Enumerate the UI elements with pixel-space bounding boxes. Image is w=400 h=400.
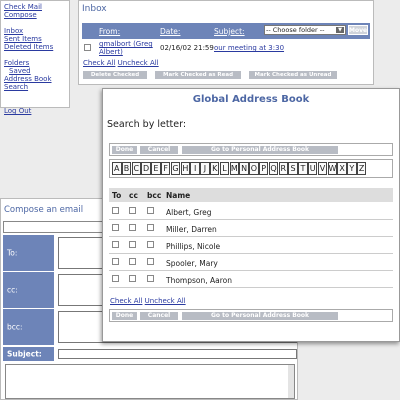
subject-row: [3, 347, 297, 361]
letter-button-k[interactable]: K: [210, 162, 220, 175]
letter-button-l[interactable]: L: [220, 162, 230, 175]
message-row[interactable]: [82, 40, 370, 58]
inbox-panel: [78, 0, 374, 85]
letter-button-o[interactable]: O: [250, 164, 258, 173]
move-button[interactable]: Move: [349, 27, 368, 34]
delete-checked-button[interactable]: Delete Checked: [83, 71, 147, 79]
contact-row: [109, 220, 393, 237]
contacts-header: [109, 188, 393, 202]
cancel-button-top[interactable]: Cancel: [140, 146, 178, 154]
folders-link[interactable]: Folders: [4, 59, 30, 67]
inbox-link[interactable]: Inbox: [4, 27, 24, 35]
to-checkbox[interactable]: [112, 224, 119, 231]
cc-checkbox[interactable]: [129, 224, 136, 231]
to-checkbox[interactable]: [112, 207, 119, 214]
gab-uncheck-all-link[interactable]: Uncheck All: [144, 297, 186, 305]
to-checkbox[interactable]: [112, 275, 119, 282]
letter-button-u[interactable]: U: [309, 164, 316, 173]
personal-address-book-button-top[interactable]: Go to Personal Address Book: [182, 146, 338, 154]
compose-link[interactable]: Compose: [4, 11, 37, 19]
date-column-header[interactable]: Date:: [160, 26, 181, 36]
address-book-link[interactable]: Address Book: [4, 75, 52, 83]
inbox-uncheck-all-link[interactable]: Uncheck All: [117, 59, 159, 67]
letter-button-a[interactable]: A: [112, 162, 122, 175]
to-checkbox[interactable]: [112, 241, 119, 248]
bcc-column-header: bcc: [147, 191, 162, 200]
letter-button-d[interactable]: D: [143, 164, 150, 173]
message-from[interactable]: gmalbort (Greg Albert): [99, 40, 153, 56]
letter-button-h[interactable]: H: [182, 164, 189, 173]
name-column-header: Name: [166, 191, 191, 200]
cc-checkbox[interactable]: [129, 207, 136, 214]
bcc-checkbox[interactable]: [147, 275, 154, 282]
letter-button-s[interactable]: S: [288, 162, 298, 175]
inbox-title: Inbox: [82, 4, 107, 14]
inbox-action-buttons: [83, 71, 337, 79]
bcc-label[interactable]: bcc:: [3, 309, 54, 345]
gab-title: Global Address Book: [192, 94, 310, 105]
subject-column-header[interactable]: Subject:: [214, 26, 245, 36]
letter-button-z[interactable]: Z: [357, 162, 367, 175]
letter-button-f[interactable]: F: [161, 162, 171, 175]
compose-title: Compose an email: [4, 205, 84, 215]
contact-name: Thompson, Aaron: [166, 276, 232, 285]
contact-name: Phillips, Nicole: [166, 242, 221, 251]
message-checkbox[interactable]: [84, 44, 91, 51]
letter-button-y[interactable]: Y: [347, 162, 357, 175]
letter-button-m[interactable]: M: [230, 164, 238, 173]
cc-checkbox[interactable]: [129, 258, 136, 265]
letter-button-e[interactable]: E: [151, 162, 161, 175]
cc-column-header: cc: [129, 191, 138, 200]
letter-button-w[interactable]: W: [328, 164, 337, 173]
letter-button-g[interactable]: G: [172, 164, 179, 173]
done-button-top[interactable]: Done: [112, 146, 137, 154]
subject-field[interactable]: [58, 349, 297, 359]
contact-row: [109, 254, 393, 271]
message-date: 02/16/02 21:59: [160, 44, 214, 52]
chevron-down-icon: ▼: [336, 27, 344, 33]
gab-bottom-button-bar: [109, 309, 393, 322]
letter-button-i[interactable]: I: [190, 162, 200, 175]
letter-button-t[interactable]: T: [298, 162, 308, 175]
subject-label: Subject:: [3, 347, 54, 361]
message-subject[interactable]: our meeting at 3:30: [214, 44, 285, 52]
cc-checkbox[interactable]: [129, 241, 136, 248]
cc-label[interactable]: cc:: [3, 272, 54, 308]
cancel-button-bottom[interactable]: Cancel: [140, 312, 178, 320]
letter-button-j[interactable]: J: [200, 162, 210, 175]
body-scrollbar[interactable]: [288, 365, 294, 398]
contact-row: [109, 237, 393, 254]
gab-check-links: [110, 297, 186, 305]
inbox-header-row: [82, 23, 370, 39]
search-by-letter-label: Search by letter:: [107, 119, 187, 130]
contact-name: Spooler, Mary: [166, 259, 218, 268]
contact-name: Albert, Greg: [166, 208, 212, 217]
bcc-checkbox[interactable]: [147, 207, 154, 214]
mark-unread-button[interactable]: Mark Checked as Unread: [249, 71, 337, 79]
letter-button-q[interactable]: Q: [270, 164, 277, 173]
letter-button-b[interactable]: B: [123, 164, 130, 173]
cc-checkbox[interactable]: [129, 275, 136, 282]
global-address-book-dialog: [102, 88, 400, 342]
from-column-header[interactable]: From:: [99, 26, 121, 36]
bcc-checkbox[interactable]: [147, 241, 154, 248]
folder-select[interactable]: [264, 25, 346, 35]
saved-folder-link[interactable]: Saved: [9, 67, 31, 75]
bcc-checkbox[interactable]: [147, 258, 154, 265]
check-mail-link[interactable]: Check Mail: [4, 3, 42, 11]
folder-select-value: -- Choose folder --: [266, 26, 325, 34]
inbox-check-all-link[interactable]: Check All: [83, 59, 116, 67]
letter-button-n[interactable]: N: [241, 164, 248, 173]
bcc-checkbox[interactable]: [147, 224, 154, 231]
to-label[interactable]: To:: [3, 235, 54, 271]
letter-bar: [109, 159, 393, 178]
mark-read-button[interactable]: Mark Checked as Read: [155, 71, 241, 79]
to-column-header: To: [112, 191, 122, 200]
sent-items-link[interactable]: Sent Items: [4, 35, 42, 43]
gab-check-all-link[interactable]: Check All: [110, 297, 143, 305]
letter-button-p[interactable]: P: [259, 162, 269, 175]
contact-name: Miller, Darren: [166, 225, 217, 234]
letter-button-c[interactable]: C: [133, 164, 140, 173]
personal-address-book-button-bottom[interactable]: Go to Personal Address Book: [182, 312, 338, 320]
contact-row: [109, 203, 393, 220]
letter-button-r[interactable]: R: [280, 164, 287, 173]
to-checkbox[interactable]: [112, 258, 119, 265]
inbox-check-links: [83, 59, 159, 67]
letter-button-x[interactable]: X: [337, 162, 347, 175]
letter-button-v[interactable]: V: [318, 162, 328, 175]
logout-link[interactable]: Log Out: [4, 107, 32, 115]
done-button-bottom[interactable]: Done: [112, 312, 137, 320]
message-body-field[interactable]: [5, 364, 295, 399]
gab-top-button-bar: [109, 143, 393, 156]
left-nav: [0, 0, 70, 115]
search-link[interactable]: Search: [4, 83, 29, 91]
contact-row: [109, 271, 393, 288]
deleted-items-link[interactable]: Deleted Items: [4, 43, 54, 51]
